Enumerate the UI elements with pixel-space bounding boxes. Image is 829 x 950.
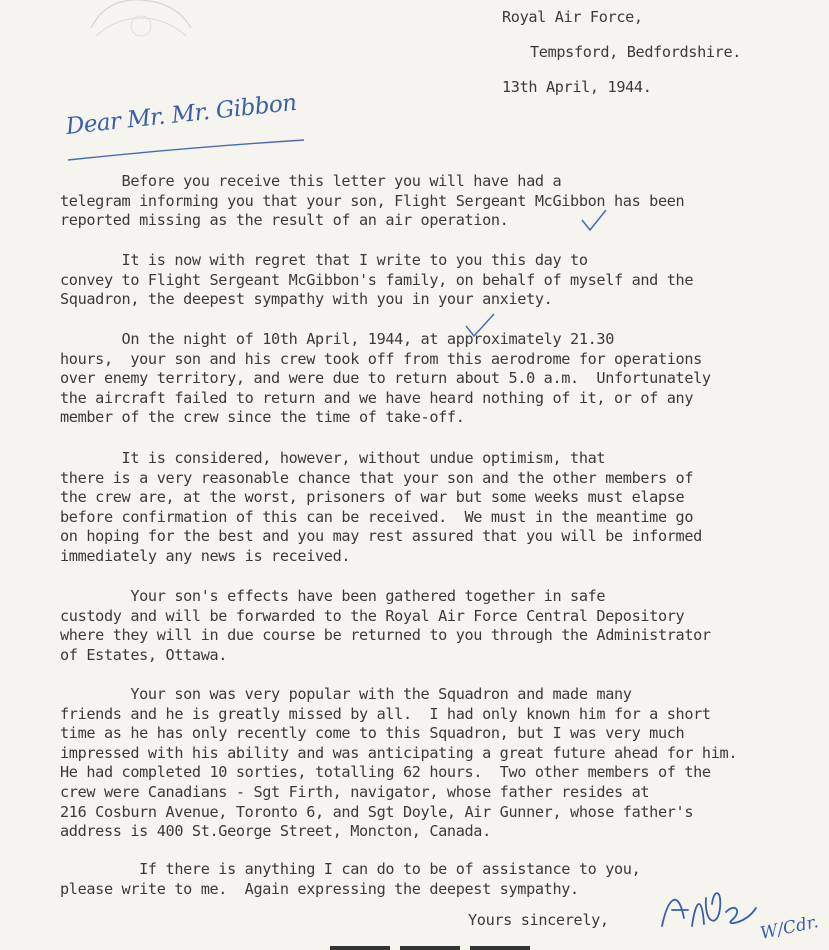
body-text-line: Your son was very popular with the Squadron and made many	[60, 685, 632, 703]
body-text-line: the crew are, at the worst, prisoners of war but some weeks must elapse	[60, 488, 685, 507]
address-line-2: Tempsford, Bedfordshire.	[530, 43, 742, 61]
body-text-line: address is 400 St.George Street, Moncton, Canada.	[60, 822, 491, 841]
body-text-line: reported missing as the result of an air operation.	[60, 211, 509, 230]
body-text-line: where they will in due course be returned to you through the Administrator	[60, 626, 711, 645]
body-text-line: On the night of 10th April, 1944, at approximately 21.30	[60, 330, 615, 348]
body-text-line: Squadron, the deepest sympathy with you in your anxiety.	[60, 290, 553, 309]
signature-mark	[656, 868, 766, 938]
body-text-line: telegram informing you that your son, Flight Sergeant McGibbon has been	[60, 191, 685, 210]
body-text-line: convey to Flight Sergeant McGibbon's family, on behalf of myself and the	[60, 270, 694, 289]
bottom-edge-marks	[330, 946, 530, 950]
body-text-line: before confirmation of this can be received. We must in the meantime go	[60, 507, 694, 526]
body-text-line: member of the crew since the time of take-off.	[60, 408, 465, 427]
body-text-line: Your son's effects have been gathered together in safe	[60, 587, 606, 605]
body-text-line: crew were Canadians - Sgt Firth, navigator, whose father resides at	[60, 783, 650, 801]
handwritten-salutation: Dear Mr. Mr. Gibbon	[64, 89, 298, 140]
body-text-line: friends and he is greatly missed by all. I had only known him for a short	[60, 704, 711, 723]
address-line-1: Royal Air Force,	[502, 8, 643, 26]
body-text-line: Before you receive this letter you will have had a	[60, 172, 562, 190]
body-text-line: on hoping for the best and you may rest assured that you will be informed	[60, 527, 702, 546]
body-text-line: please write to me. Again expressing the deepest sympathy.	[60, 879, 579, 898]
body-text-line: It is considered, however, without undue optimism, that	[60, 449, 606, 467]
body-text-line: immediately any news is received.	[60, 547, 351, 565]
body-text-line: hours, your son and his crew took off from this aerodrome for operations	[60, 349, 702, 368]
body-text-line: 216 Cosburn Avenue, Toronto 6, and Sgt Doyle, Air Gunner, whose father's	[60, 802, 694, 821]
body-text-line: of Estates, Ottawa.	[60, 645, 228, 664]
body-text-line: He had completed 10 sorties, totalling 62 hours. Two other members of the	[60, 763, 711, 782]
letter-date: 13th April, 1944.	[502, 78, 652, 96]
closing-text: Yours sincerely,	[468, 911, 609, 929]
body-text-line: the aircraft failed to return and we have heard nothing of it, or of any	[60, 388, 694, 407]
check-mark-icon	[464, 312, 496, 340]
signature-rank: W/Cdr.	[758, 912, 821, 944]
body-text-line: It is now with regret that I write to you this day to	[60, 251, 588, 269]
body-text-line: If there is anything I can do to be of assistance to you,	[60, 860, 641, 878]
check-mark-icon	[580, 208, 610, 234]
body-text-line: custody and will be forwarded to the Royal Air Force Central Depository	[60, 606, 685, 625]
body-text-line: impressed with his ability and was anticipating a great future ahead for him.	[60, 743, 738, 762]
body-text-line: over enemy territory, and were due to return about 5.0 a.m. Unfortunately	[60, 369, 711, 388]
embossed-stamp-mark	[86, 0, 196, 58]
body-text-line: time as he has only recently come to this Squadron, but I was very much	[60, 724, 685, 743]
body-text-line: there is a very reasonable chance that your son and the other members of	[60, 468, 694, 487]
salutation-underline	[60, 136, 310, 166]
